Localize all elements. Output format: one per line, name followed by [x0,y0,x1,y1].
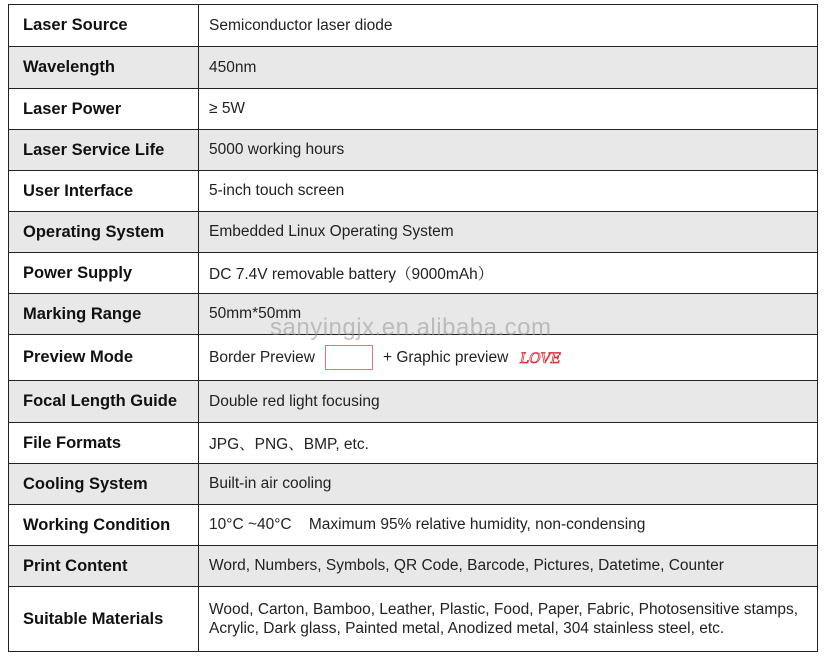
preview-mode-content [209,345,817,370]
spec-table [8,4,818,652]
spec-value: JPG、PNG、BMP, etc. [199,423,818,464]
spec-row-preview-mode [9,335,818,381]
spec-row-laser-service-life [9,130,818,171]
spec-row-print-content [9,546,818,587]
spec-value: Semiconductor laser diode [199,5,818,47]
spec-label: Suitable Materials [9,587,199,652]
spec-label: Focal Length Guide [9,381,199,423]
spec-row-laser-source [9,5,818,47]
spec-row-wavelength [9,47,818,89]
spec-label: Working Condition [9,505,199,546]
spec-row-operating-system [9,212,818,253]
watermark: sanyingjx.en.alibaba.com [270,314,552,341]
spec-row-user-interface [9,171,818,212]
spec-value: Embedded Linux Operating System [199,212,818,253]
spec-value: Word, Numbers, Symbols, QR Code, Barcode, Pictures, Datetime, Counter [199,546,818,587]
spec-label: Operating System [9,212,199,253]
spec-value: Double red light focusing [199,381,818,423]
spec-value: Built-in air cooling [199,464,818,505]
spec-label: File Formats [9,423,199,464]
materials-line-2: Acrylic, Dark glass, Painted metal, Anodized metal, 304 stainless steel, etc. [209,620,725,637]
spec-value: DC 7.4V removable battery（9000mAh） [199,253,818,294]
spec-label: Print Content [9,546,199,587]
graphic-preview-label: + Graphic preview [382,348,509,366]
spec-value: 10°C ~40°C Maximum 95% relative humidity, non-condensing [199,505,818,546]
spec-value: 5000 working hours [199,130,818,171]
spec-value [199,587,818,652]
spec-row-marking-range [9,294,818,335]
border-preview-label: Border Preview [209,348,315,366]
spec-value: ≥ 5W [199,89,818,130]
spec-label: Cooling System [9,464,199,505]
spec-row-cooling-system [9,464,818,505]
spec-label: Wavelength [9,47,199,89]
spec-row-working-condition [9,505,818,546]
spec-row-focal-length-guide [9,381,818,423]
spec-label: Laser Source [9,5,199,47]
spec-label: Power Supply [9,253,199,294]
spec-row-power-supply [9,253,818,294]
spec-label: Preview Mode [9,335,199,381]
spec-row-suitable-materials [9,587,818,652]
spec-label: User Interface [9,171,199,212]
love-graphic-text: LOVE [520,350,562,367]
spec-label: Marking Range [9,294,199,335]
spec-row-file-formats [9,423,818,464]
spec-label: Laser Power [9,89,199,130]
spec-value: 450nm [199,47,818,89]
materials-line-1: Wood, Carton, Bamboo, Leather, Plastic, Food, Paper, Fabric, Photosensitive stamps, [209,601,799,618]
border-preview-icon [325,345,373,370]
spec-row-laser-power [9,89,818,130]
spec-value: 50mm*50mm [199,294,818,335]
spec-value: 5-inch touch screen [199,171,818,212]
love-graphic-icon [518,348,568,368]
spec-label: Laser Service Life [9,130,199,171]
spec-value [199,335,818,381]
